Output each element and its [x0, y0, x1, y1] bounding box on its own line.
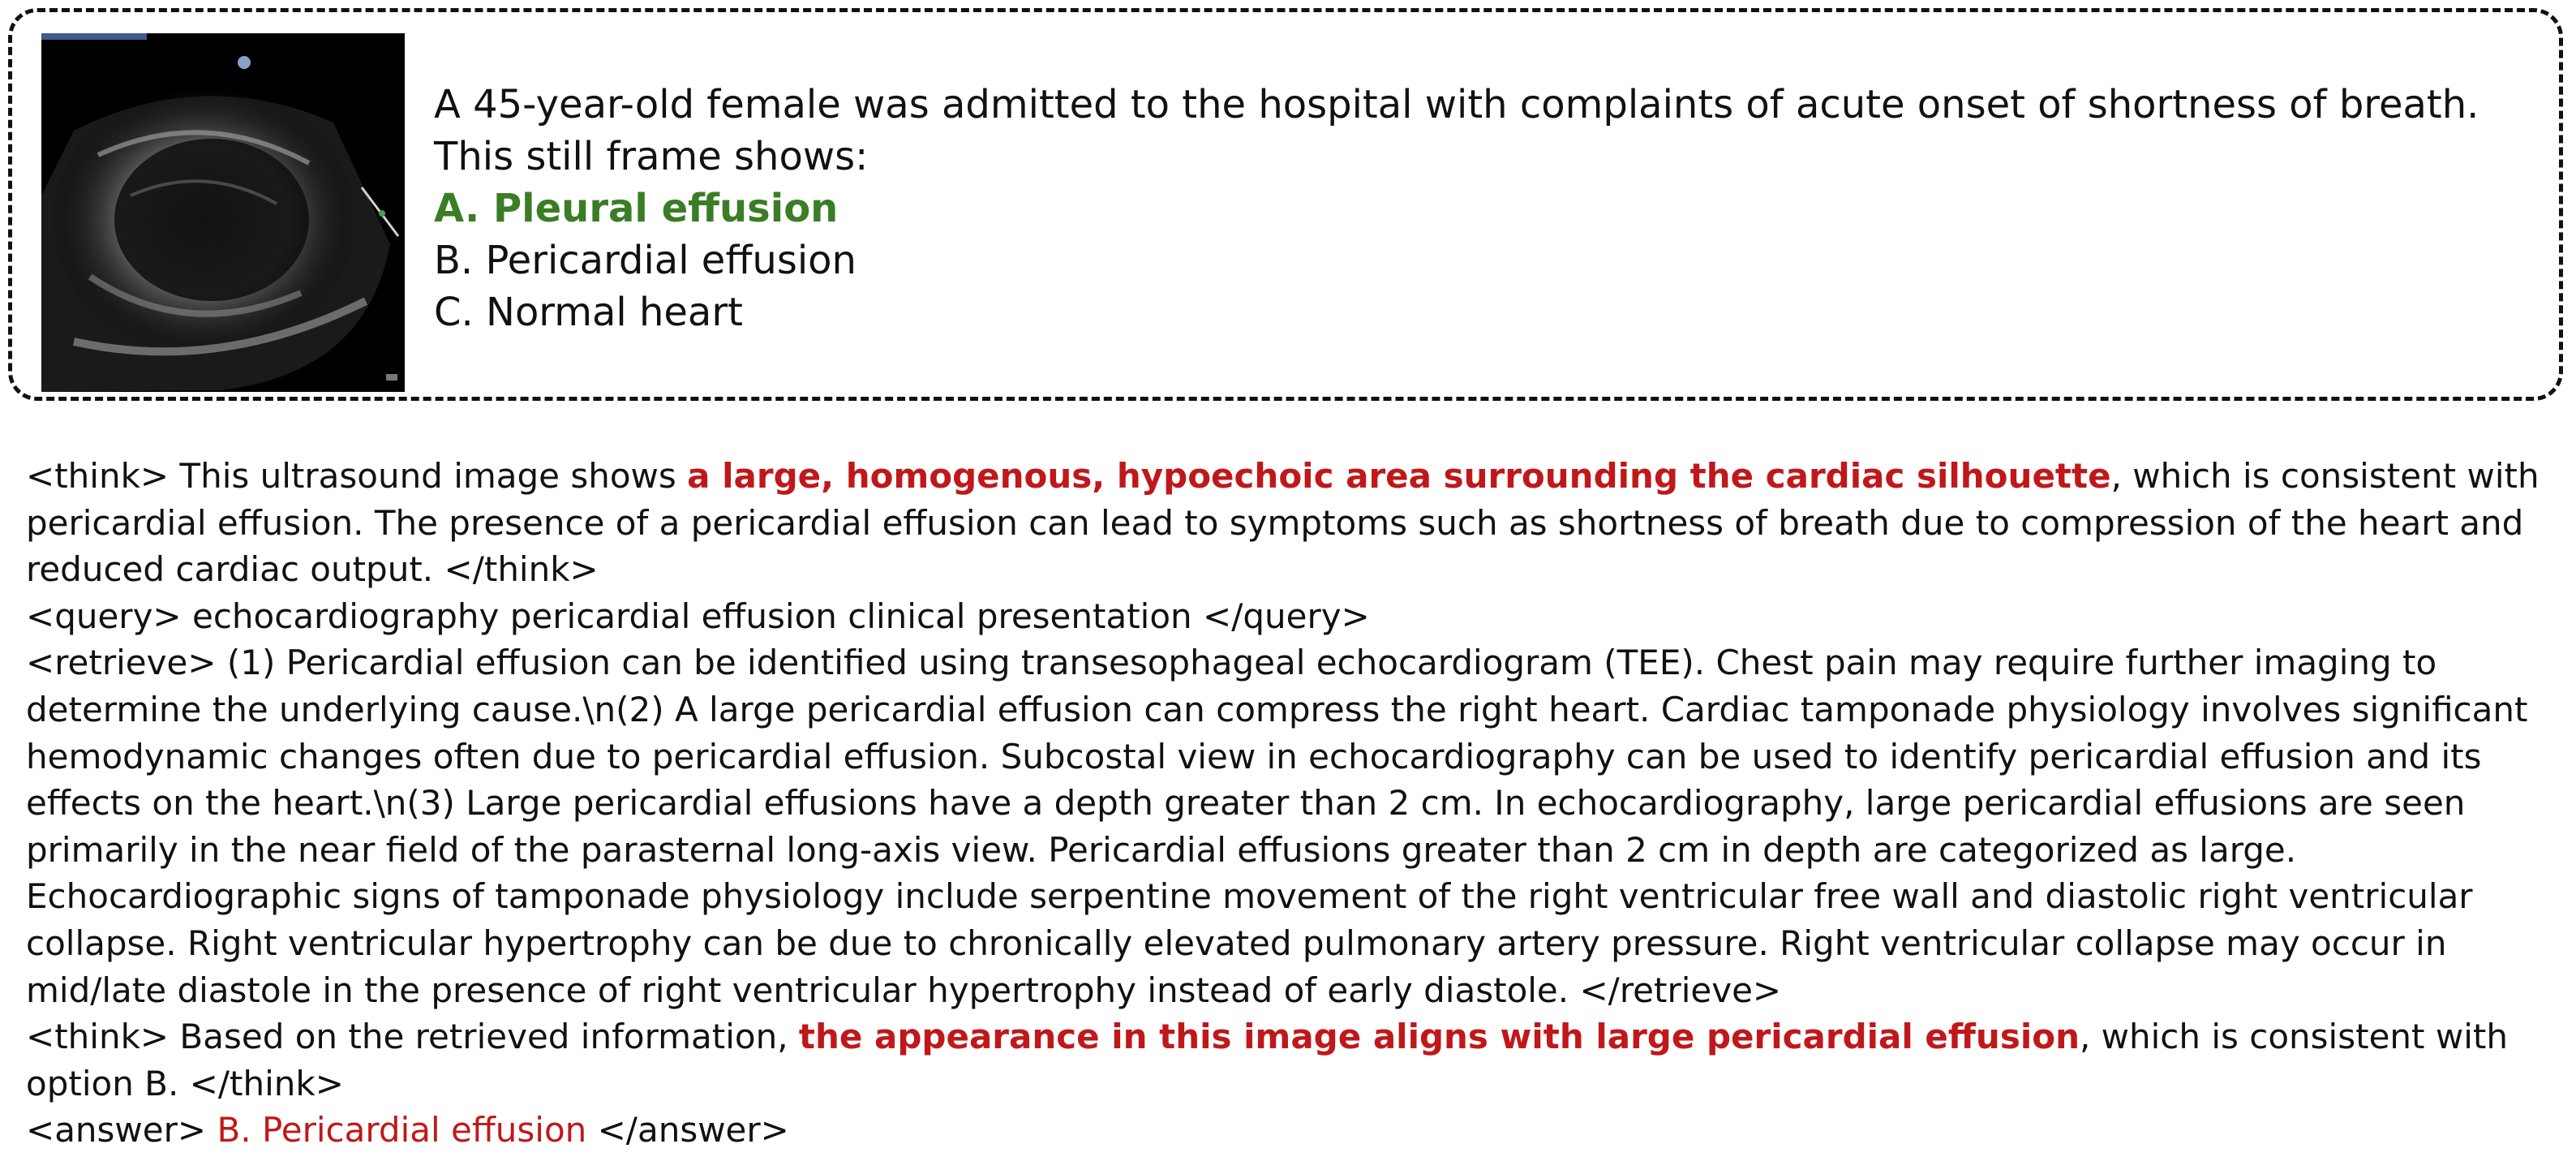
- answer-value: B. Pericardial effusion: [217, 1110, 587, 1151]
- question-text: [434, 79, 2543, 338]
- question-stem: A 45-year-old female was admitted to the hospital with complaints of acute onset of shortness of breath.: [434, 82, 2479, 127]
- model-response: [26, 453, 2548, 1154]
- think2-rest-text: , which is consistent with option B. </think>: [26, 1017, 2508, 1103]
- question-card: [8, 8, 2563, 401]
- think-highlight-2: the appearance in this image aligns with large pericardial effusion: [798, 1017, 2080, 1057]
- option-a-correct: A. Pleural effusion: [434, 186, 839, 231]
- think-rest-text: , which is consistent with pericardial effusion. The presence of a pericardial effusion can lead to symptoms such as shortness of breath due to compression of the heart and reduced cardiac output. </think>: [26, 456, 2540, 590]
- query-block: <query> echocardiography pericardial effusion clinical presentation </query>: [26, 596, 1370, 636]
- option-b: B. Pericardial effusion: [434, 238, 857, 283]
- think-block-1: [26, 453, 2548, 593]
- answer-close-tag: </answer>: [586, 1110, 789, 1151]
- answer-open-tag: <answer>: [26, 1110, 217, 1151]
- option-c: C. Normal heart: [434, 290, 743, 335]
- think-block-2: [26, 1013, 2548, 1107]
- think2-open-text: <think> Based on the retrieved information,: [26, 1017, 799, 1057]
- echocardiogram-image: [41, 33, 405, 392]
- answer-block: [26, 1107, 2548, 1154]
- retrieve-block: <retrieve> (1) Pericardial effusion can be identified using transesophageal echocardiogram (TEE). Chest pain may require further imaging to determine the underlying cause.\n(2) A large pericardial effusion can compress the right heart. Cardiac tamponade physiology involves significant hemodynamic changes often due to pericardial effusion. Subcostal view in echocardiography can be used to identify pericardial effusion and its effects on the heart.\n(3) Large pericardial effusions have a depth greater than 2 cm. In echocardiography, large pericardial effusions are seen primarily in the near field of the parasternal long-axis view. Pericardial effusions greater than 2 cm in depth are categorized as large. Echocardiographic signs of tamponade physiology include serpentine movement of the right ventricular free wall and diastolic right ventricular collapse. Right ventricular hypertrophy can be due to chronically elevated pulmonary artery pressure. Right ventricular collapse may occur in mid/late diastole in the presence of right ventricular hypertrophy instead of early diastole. </retrieve>: [26, 643, 2528, 1010]
- think-highlight-1: a large, homogenous, hypoechoic area surrounding the cardiac silhouette: [687, 456, 2111, 496]
- think-open-text: <think> This ultrasound image shows: [26, 456, 688, 496]
- question-prompt: This still frame shows:: [434, 134, 869, 179]
